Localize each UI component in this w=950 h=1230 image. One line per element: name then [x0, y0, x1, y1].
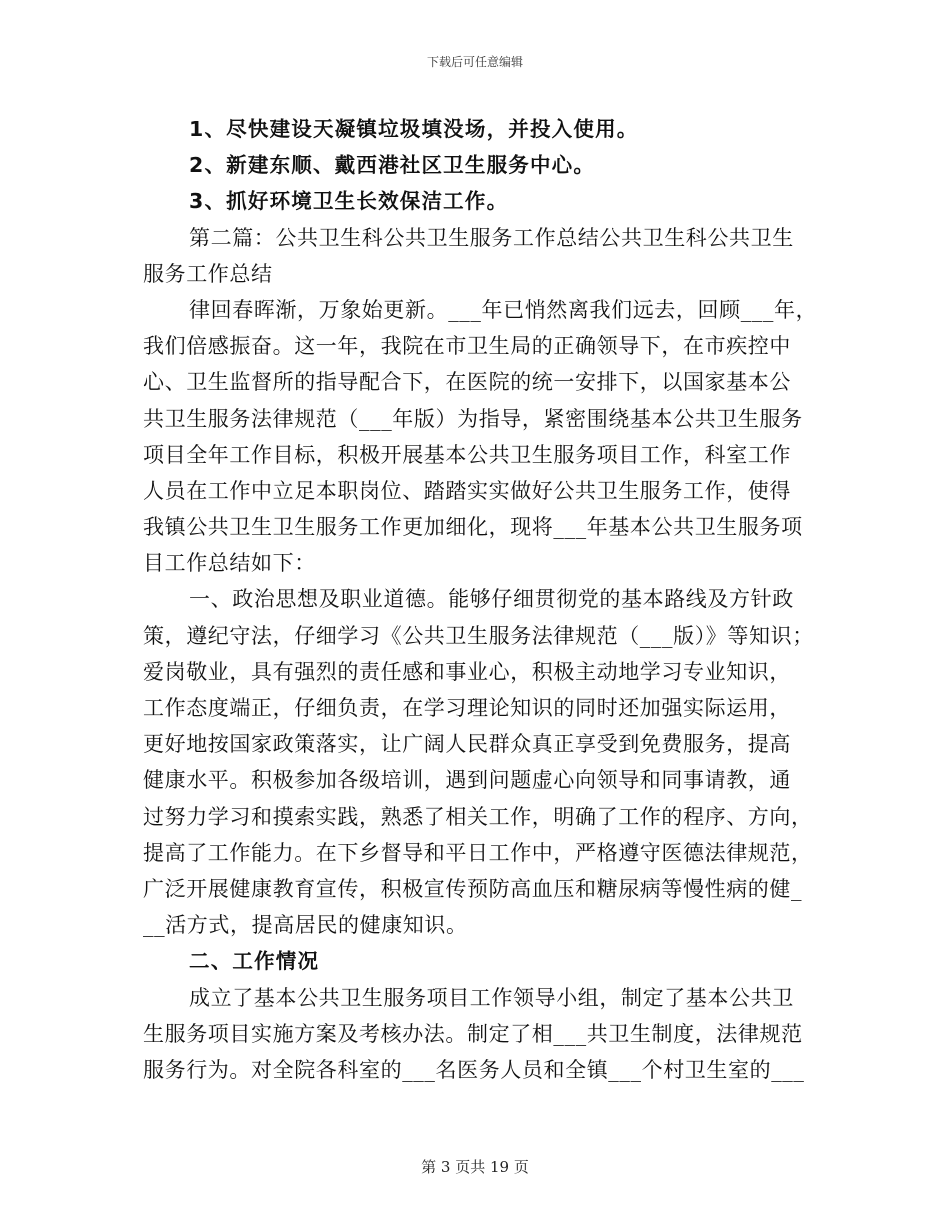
list-item-3: 3、抓好环境卫生长效保洁工作。 [189, 189, 509, 214]
section-title-line-2: 服务工作总结 [143, 261, 273, 286]
paragraph-line: 服务行为。对全院各科室的___名医务人员和全镇___个村卫生室的___ [143, 1057, 805, 1082]
paragraph-line: 爱岗敬业，具有强烈的责任感和事业心，积极主动地学习专业知识， [143, 659, 791, 684]
section-heading: 二、工作情况 [189, 949, 320, 974]
paragraph-line: 一、政治思想及职业道德。能够仔细贯彻党的基本路线及方针政 [189, 587, 794, 612]
paragraph-line: 过努力学习和摸索实践，熟悉了相关工作，明确了工作的程序、方向， [143, 804, 813, 829]
paragraph-line: 律回春晖渐，万象始更新。___年已悄然离我们远去，回顾___年， [189, 297, 818, 322]
paragraph-line: 人员在工作中立足本职岗位、踏踏实实做好公共卫生服务工作，使得 [143, 478, 791, 503]
list-item-2: 2、新建东顺、戴西港社区卫生服务中心。 [189, 153, 596, 178]
document-body [143, 111, 823, 1088]
section-title-line-1: 第二篇：公共卫生科公共卫生服务工作总结公共卫生科公共卫生 [189, 225, 794, 250]
paragraph-line: __活方式，提高居民的健康知识。 [143, 913, 468, 938]
paragraph-line: 心、卫生监督所的指导配合下，在医院的统一安排下，以国家基本公 [143, 370, 791, 395]
paragraph-line: 生服务项目实施方案及考核办法。制定了相___共卫生制度，法律规范 [143, 1021, 803, 1046]
paragraph-line: 更好地按国家政策落实，让广阔人民群众真正享受到免费服务，提高 [143, 732, 791, 757]
paragraph-line: 健康水平。积极参加各级培训，遇到问题虚心向领导和同事请教，通 [143, 768, 791, 793]
page-header: 下载后可任意编辑 [426, 55, 523, 69]
paragraph-line: 工作态度端正，仔细负责，在学习理论知识的同时还加强实际运用， [143, 696, 791, 720]
paragraph-line: 项目全年工作目标，积极开展基本公共卫生服务项目工作，科室工作 [143, 442, 791, 467]
paragraph-line: 目工作总结如下： [143, 551, 316, 576]
paragraph-line: 提高了工作能力。在下乡督导和平日工作中，严格遵守医德法律规范， [143, 840, 813, 865]
paragraph-line: 我镇公共卫生卫生服务工作更加细化，现将___年基本公共卫生服务项 [143, 515, 803, 540]
page-footer: 第 3 页共 19 页 [421, 1158, 529, 1176]
paragraph-line: 策，遵纪守法，仔细学习《公共卫生服务法律规范（___版）》等知识； [143, 623, 814, 648]
paragraph-line: 共卫生服务法律规范（___年版）为指导，紧密围绕基本公共卫生服务 [143, 406, 803, 431]
paragraph-line: 广泛开展健康教育宣传，积极宣传预防高血压和糖尿病等慢性病的健_ [143, 876, 803, 901]
paragraph-line: 成立了基本公共卫生服务项目工作领导小组，制定了基本公共卫 [189, 985, 794, 1010]
list-item-1: 1、尽快建设天凝镇垃圾填没场，并投入使用。 [189, 117, 639, 141]
paragraph-line: 我们倍感振奋。这一年，我院在市卫生局的正确领导下，在市疾控中 [143, 334, 791, 359]
